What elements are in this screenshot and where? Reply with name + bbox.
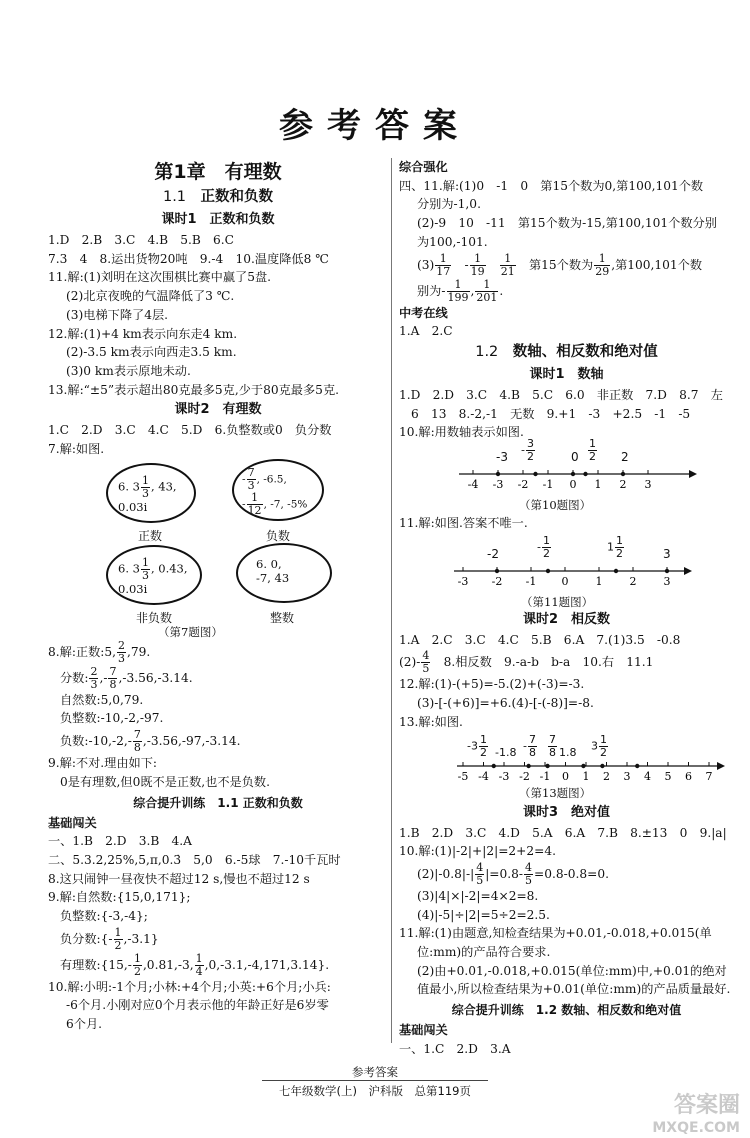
point-dot <box>533 472 537 476</box>
answer-line: 1.B 2.D 3.C 4.D 5.A 6.A 7.B 8.±13 0 9.|a| <box>399 825 727 840</box>
tick-label: 4 <box>644 769 651 783</box>
section-title: 1.1 正数和负数 <box>162 189 274 205</box>
answer-line: 负数:-10,-2,- $\frac{7}{8}$ ,-3.56,-97,-3.14. <box>60 728 241 755</box>
chapter-title: 第1章 有理数 <box>154 161 282 183</box>
tick-label: -2 <box>517 478 529 492</box>
answer-line: 8.解:正数:5, $\frac{2}{3}$ ,79. <box>48 638 151 665</box>
point-label: - $\frac{7}{8}$ <box>523 732 536 759</box>
footer-page-info: 七年级数学(上) 沪科版 总第119页 <box>279 1084 471 1098</box>
answer-line: (2)-3.5 km表示向西走3.5 km. <box>66 345 237 360</box>
answer-line: 12.解:(1)-(+5)=-5.(2)+(-3)=-3. <box>399 677 585 692</box>
point-dot <box>614 569 618 573</box>
point-dot <box>546 569 550 573</box>
answer-line: 为100,-101. <box>417 234 488 249</box>
point-dot <box>665 569 669 573</box>
point-label: -1.8 <box>495 745 517 759</box>
subheading: 基础闯关 <box>399 1023 448 1038</box>
footer-rule <box>262 1080 488 1081</box>
answer-line: 分数: $\frac{2}{3}$ ,- $\frac{7}{8}$ ,-3.56,-3.14. <box>60 664 193 691</box>
ellipse-negative: - $\frac{7}{3}$ , -6.5, - $\frac{1}{12}$ , -7, -5% <box>232 459 324 521</box>
answer-line: 11.解:(1)刘明在这次围棋比赛中赢了5盘. <box>48 270 272 285</box>
figure-caption: （第13题图） <box>519 785 592 800</box>
tick-label: 2 <box>629 574 637 588</box>
answer-line: (3) $\frac{1}{17}$ - $\frac{1}{19}$ $\frac{1}{21}$ 第15个数为 $\frac{1}{29}$ ,第100,101个数 <box>417 251 703 278</box>
left-column <box>48 158 388 1034</box>
figure-10 <box>399 437 734 514</box>
answer-line: 6个月. <box>66 1017 103 1032</box>
tick-label: 3 <box>623 769 631 783</box>
figure-7 <box>48 459 388 639</box>
answer-line: 一、1.C 2.D 3.A <box>399 1041 511 1056</box>
figure-11 <box>399 533 734 609</box>
axis-arrow <box>684 567 692 575</box>
point-dot <box>600 763 604 767</box>
tick-label: 3 <box>663 574 671 588</box>
point-dot <box>492 763 496 767</box>
point-label: - $\frac{1}{2}$ <box>537 533 550 560</box>
watermark-logo: 答案圈 MXQE.COM <box>652 1093 740 1136</box>
answer-line: 12.解:(1)+4 km表示向东走4 km. <box>48 326 238 341</box>
point-label: - $\frac{3}{2}$ <box>521 437 534 464</box>
answer-line: 1.D 2.B 3.C 4.B 5.B 6.C <box>48 233 234 247</box>
tick-label: 3 <box>644 478 652 492</box>
answer-line: 负整数:{-3,-4}; <box>60 909 148 924</box>
point-label: -3 <box>496 450 508 465</box>
answer-line: 6 13 8.-2,-1 无数 9.+1 -3 +2.5 -1 -5 <box>411 406 691 421</box>
answer-line: 二、5.3.2,25%,5,π,0.3̇ 5,0 6.-5球 7.-10千瓦时 <box>48 852 341 867</box>
point-label: 3 <box>663 546 671 561</box>
answer-line: 有理数:{15,- $\frac{1}{2}$ ,0.81,-3, $\frac{1}{4}$ ,0,-3.1,-4,171,3.14}. <box>60 951 330 978</box>
tick-label: -1 <box>542 478 554 492</box>
tick-label: -4 <box>478 769 489 783</box>
answer-line: 10.解:小明:-1个月;小林:+4个月;小英:+6个月;小兵: <box>48 979 331 994</box>
answer-line: 1.C 2.D 3.C 4.C 5.D 6.负整数或0 负分数 <box>48 423 332 438</box>
answer-line: 负分数:{- $\frac{1}{2}$ ,-3.1} <box>60 925 159 952</box>
answer-line: (3)-[-(+6)]=+6.(4)-[-(-8)]=-8. <box>417 696 594 711</box>
tick-label: 1 <box>595 574 603 588</box>
tick-label: -3 <box>457 574 469 588</box>
point-label: 0 <box>571 450 579 465</box>
tick-label: -2 <box>519 769 530 783</box>
answer-line: -6个月.小刚对应0个月表示他的年龄正好是6岁零 <box>66 998 329 1013</box>
answer-line: 值最小,所以检查结果为+0.01(单位:mm)的产品质量最好. <box>417 982 731 997</box>
tick-label: 2 <box>619 478 627 492</box>
tick-label: -1 <box>539 769 551 783</box>
ellipse-nonnegative: 6. 3 $\frac{1}{3}$ , 0.43, 0.03i <box>106 545 202 605</box>
section-title: 1.2 数轴、相反数和绝对值 <box>475 343 658 360</box>
tick-label: 0 <box>569 478 577 492</box>
answer-line: 9.解:自然数:{15,0,171}; <box>48 890 191 905</box>
answer-line: 13.解:如图. <box>399 714 463 729</box>
answer-line: (3)0 km表示原地未动. <box>66 363 191 378</box>
label-integer: 整数 <box>270 610 295 625</box>
label-negative: 负数 <box>266 528 291 543</box>
answer-line: 分别为-1,0. <box>417 197 481 212</box>
tick-label: -3 <box>492 478 504 492</box>
training-heading: 综合提升训练 1.2 数轴、相反数和绝对值 <box>451 1003 682 1018</box>
point-label: 2 <box>621 450 629 465</box>
tick-label: -2 <box>491 574 503 588</box>
answer-line: (2)|-0.8|-| $\frac{4}{5}$ |=0.8- $\frac{4}{5}$ =0.8-0.8=0. <box>417 860 609 887</box>
tick-label: -1 <box>525 574 537 588</box>
point-label: -2 <box>487 546 499 561</box>
figure-caption: （第7题图） <box>158 624 223 639</box>
column-divider <box>391 158 392 1043</box>
answer-line: (2)-9 10 -11 第15个数为-15,第100,101个数分别 <box>417 216 717 231</box>
point-dot <box>635 763 639 767</box>
answer-line: (4)|-5|÷|2|=5÷2=2.5. <box>417 907 550 922</box>
answer-line: 别为- $\frac{1}{199}$ , $\frac{1}{201}$ . <box>417 277 504 304</box>
point-label: $\frac{1}{2}$ <box>589 437 596 464</box>
answer-line: 负整数:-10,-2,-97. <box>60 711 164 726</box>
figure-caption: （第11题图） <box>521 594 594 609</box>
answer-line: 13.解:“±5”表示超出80克最多5克,少于80克最多5克. <box>48 382 340 397</box>
tick-label: -4 <box>467 478 479 492</box>
answer-line: (3)|4|×|-2|=4×2=8. <box>417 888 539 903</box>
tick-label: -3 <box>498 769 510 783</box>
tick-label: 0 <box>561 574 569 588</box>
answer-line: (2)- $\frac{4}{5}$ 8.相反数 9.-a-b b-a 10.右 11.1 <box>399 649 654 676</box>
ellipse-positive: 6. 3 $\frac{1}{3}$ , 43, 0.03i <box>106 463 196 523</box>
tick-label: 1 <box>582 769 590 783</box>
answer-line: (3)电梯下降了4层. <box>66 307 169 322</box>
figure-13 <box>399 732 734 802</box>
ellipse-integer: 6. 0, -7, 43 <box>236 543 332 603</box>
point-label: -3 $\frac{1}{2}$ <box>467 732 487 759</box>
axis-arrow <box>717 762 725 770</box>
point-dot <box>545 763 549 767</box>
tick-label: -5 <box>457 769 469 783</box>
answer-line: 0是有理数,但0既不是正数,也不是负数. <box>60 774 270 789</box>
answer-line: 9.解:不对.理由如下: <box>48 756 158 771</box>
answer-line: 7.3 4 8.运出货物20吨 9.-4 10.温度降低8 ℃ <box>48 251 329 266</box>
tick-label: 7 <box>705 769 713 783</box>
answer-line: 10.解:用数轴表示如图. <box>399 425 524 440</box>
answer-line: 8.这只闹钟一昼夜快不超过12 s,慢也不超过12 s <box>48 871 310 886</box>
point-dot <box>571 472 575 476</box>
tick-label: 0 <box>562 769 569 783</box>
page-title: 参考答案 <box>279 106 471 146</box>
lesson-heading: 课时1 正数和负数 <box>161 212 275 227</box>
figure-caption: （第10题图） <box>519 498 592 513</box>
subheading: 中考在线 <box>399 305 448 320</box>
label-nonnegative: 非负数 <box>136 610 173 625</box>
tick-label: 6 <box>685 769 692 783</box>
point-dot <box>621 472 625 476</box>
point-dot <box>583 472 587 476</box>
answer-line: 7.解:如图. <box>48 442 105 457</box>
answer-line: 11.解:如图.答案不唯一. <box>399 516 528 531</box>
point-label: 1.8 <box>559 745 577 759</box>
answer-line: (2)由+0.01,-0.018,+0.015(单位:mm)中,+0.01的绝对 <box>417 963 727 978</box>
subheading: 基础闯关 <box>48 815 97 830</box>
answer-line: 位:mm)的产品符合要求. <box>417 945 551 960</box>
training-heading: 综合提升训练 1.1 正数和负数 <box>133 795 303 810</box>
point-dot <box>495 569 499 573</box>
point-label: $\frac{7}{8}$ <box>549 732 556 759</box>
right-column <box>399 158 734 1059</box>
answer-line: 一、1.B 2.D 3.B 4.A <box>48 834 192 849</box>
lesson-heading: 课时1 数轴 <box>529 366 604 382</box>
answer-line: 自然数:5,0,79. <box>60 692 144 707</box>
answer-line: 1.D 2.D 3.C 4.B 5.C 6.0 非正数 7.D 8.7 左 <box>399 387 723 402</box>
point-label: 1 $\frac{1}{2}$ <box>607 533 623 560</box>
lesson-heading: 课时2 有理数 <box>174 402 262 418</box>
footer-top: 参考答案 <box>352 1065 398 1079</box>
tick-label: 5 <box>664 769 672 783</box>
point-label: 3 $\frac{1}{2}$ <box>591 732 607 759</box>
lesson-heading: 课时2 相反数 <box>522 611 611 627</box>
answer-line: 四、11.解:(1)0 -1 0 第15个数为0,第100,101个数 <box>399 178 704 193</box>
answer-line: 1.A 2.C <box>399 324 453 339</box>
answer-line: 11.解:(1)由题意,知检查结果为+0.01,-0.018,+0.015(单 <box>399 926 712 941</box>
axis-arrow <box>689 470 697 478</box>
tick-label: 2 <box>603 769 610 783</box>
label-positive: 正数 <box>138 528 163 543</box>
point-dot <box>581 763 585 767</box>
tick-label: 1 <box>594 478 602 492</box>
point-dot <box>526 763 530 767</box>
subheading: 综合强化 <box>399 160 448 174</box>
answer-line: 1.A 2.C 3.C 4.C 5.B 6.A 7.(1)3.5 -0.8 <box>399 632 681 647</box>
lesson-heading: 课时3 绝对值 <box>522 804 611 820</box>
answer-line: 10.解:(1)|-2|+|2|=2+2=4. <box>399 844 556 859</box>
fraction: $\frac{1}{3}$ <box>141 473 149 500</box>
point-dot <box>496 472 500 476</box>
answer-line: (2)北京夜晚的气温降低了3 ℃. <box>66 289 235 304</box>
